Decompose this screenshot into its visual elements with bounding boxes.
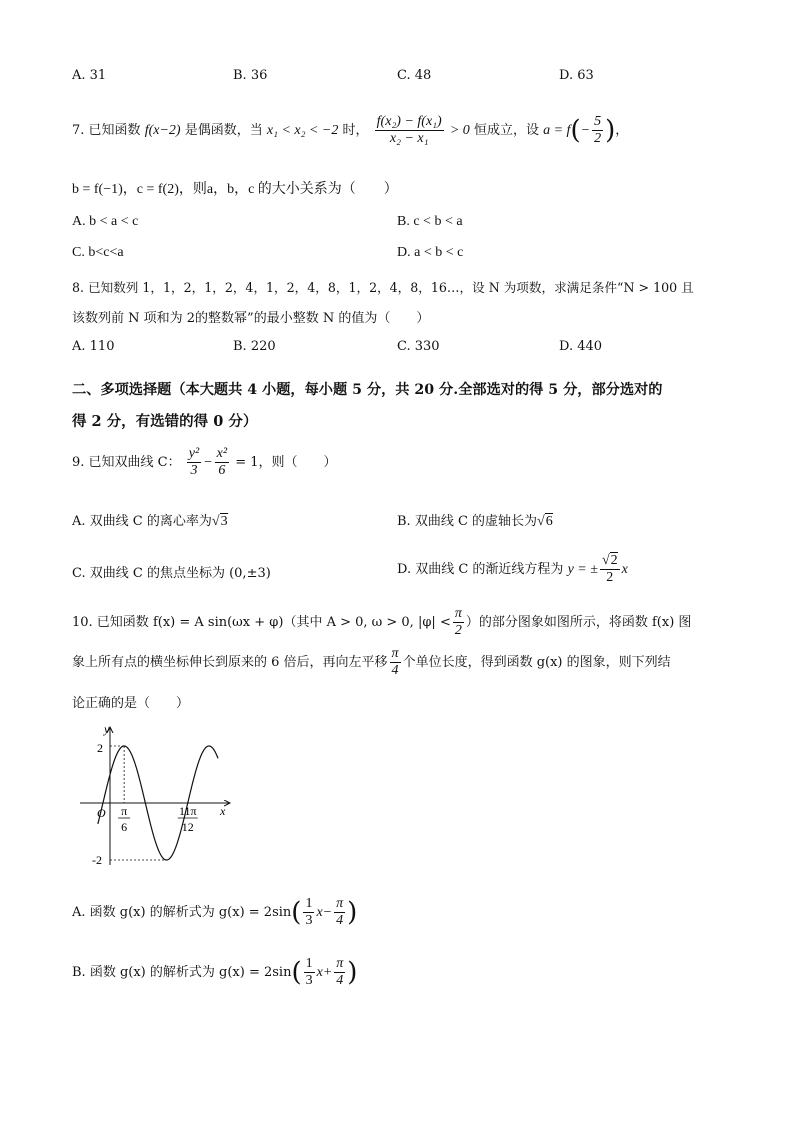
q10-l1b: ）的部分图象如图所示，将函数 f(x) 图 (465, 615, 692, 630)
q10-stem-line1 (72, 606, 691, 639)
q10-l2b: 个单位长度，得到函数 g(x) 的图象，则下列结 (402, 655, 671, 670)
tick-11pi12-num: 11π (178, 804, 197, 818)
q7-holds: 恒成立，设 (473, 123, 539, 138)
q10-l1-den: 2 (454, 623, 462, 638)
q9-t2-den: 6 (218, 463, 226, 478)
q7-option-c[interactable]: C. b<c<a (72, 245, 124, 260)
q10-option-a-text: A. 函数 g(x) 的解析式为 g(x) = 2sin (72, 905, 292, 920)
q10-a-den1: 3 (305, 913, 313, 928)
q7-a-fraction (592, 114, 603, 147)
q7-when: 时， (342, 123, 369, 138)
q9-option-b-value: 6 (545, 514, 553, 529)
q7-prefix: 7. 已知函数 (72, 123, 141, 138)
q8-option-a[interactable]: A. 110 (72, 339, 115, 354)
q9-t1-num: y² (188, 446, 200, 461)
q7-stem-line1: 7. 已知函数 f(x−2) 是偶函数，当 x₁ < x₂ < −2 时， $\frac{\text{f(x₂) − f(x₁)}}{\text{x₂ − x₁}}$ > 0 恒成立，设 a = f(− $\frac{5}{2}$ )， (72, 114, 629, 146)
q7-option-d[interactable]: D. a < b < c (397, 245, 464, 260)
q10-l1a: 10. 已知函数 f(x) = A sin(ωx + φ)（其中 A > 0, ω > 0, |φ| < (72, 615, 451, 630)
right-paren-icon: ) (605, 115, 616, 146)
q7-cond: x₁ < x₂ < −2 (266, 123, 339, 138)
q9-option-c[interactable]: C. 双曲线 C 的焦点坐标为 (0,±3) (72, 566, 271, 581)
origin-label: O (97, 806, 106, 820)
q9-option-a-text: A. 双曲线 C 的离心率为 (72, 514, 212, 529)
q10-stem-line3: 论正确的是（ ） (72, 696, 190, 711)
q7-f-shift: f(x−2) (144, 123, 181, 138)
q8-option-d[interactable]: D. 440 (559, 339, 603, 354)
q9-minus: − (203, 455, 213, 470)
q10-a-num1: 1 (305, 896, 313, 911)
q7-a-num: 5 (594, 114, 602, 129)
q6-option-a[interactable]: A. 31 (72, 68, 107, 83)
section2-heading-line1: 二、多项选择题（本大题共 4 小题，每小题 5 分，共 20 分.全部选对的得 5 分，部分选对的 (72, 382, 663, 398)
section2-heading-line2: 得 2 分，有选错的得 0 分） (72, 413, 258, 430)
q9-option-d-lhs: y = ± (567, 562, 598, 577)
q10-b-num2: π (336, 956, 344, 971)
q7-fraction (375, 114, 444, 147)
q10-l2-num: π (391, 646, 399, 661)
q10-stem-line2 (72, 646, 671, 679)
left-paren-icon: ( (291, 957, 302, 988)
q10-b-sign: + (322, 965, 333, 980)
q9-option-b[interactable]: B. 双曲线 C 的虚轴长为√6 (397, 514, 553, 529)
q10-option-b[interactable] (72, 956, 357, 989)
x-axis-label: x (220, 804, 226, 818)
q7-gt0: > 0 (449, 123, 470, 138)
q9-t1-den: 3 (190, 463, 198, 478)
q10-l2-den: 4 (391, 663, 399, 678)
q8-stem-line2: 该数列前 N 项和为 2的整数幂”的最小整数 N 的值为（ ） (72, 311, 430, 326)
tick-pi6-num: π (121, 804, 128, 818)
y-max-label: 2 (97, 741, 103, 755)
tick-pi6-den: 6 (121, 820, 128, 834)
left-paren-icon: ( (570, 115, 581, 146)
q10-b-frac2 (334, 956, 345, 989)
q10-b-den1: 3 (305, 973, 313, 988)
q10-a-frac1 (303, 896, 314, 929)
q8-option-c[interactable]: C. 330 (397, 339, 440, 354)
q9-term1 (187, 446, 201, 479)
q10-a-num2: π (336, 896, 344, 911)
q9-option-a-value: 3 (220, 514, 228, 529)
q9-prefix: 9. 已知双曲线 C： (72, 455, 181, 470)
q9-term2 (215, 446, 229, 479)
q7-frac-num: f(x₂) − f(x₁) (376, 114, 442, 129)
q10-b-x: x (316, 965, 323, 980)
q9-option-d-den: 2 (606, 570, 614, 585)
q10-a-den2: 4 (336, 913, 344, 928)
q10-a-frac2 (334, 896, 345, 929)
q10-a-x: x (316, 905, 323, 920)
y-axis-label: y (104, 722, 110, 736)
q9-stem (72, 446, 337, 479)
q9-t2-num: x² (216, 446, 228, 461)
q9-option-b-text: B. 双曲线 C 的虚轴长为 (397, 514, 538, 529)
q7-stem-line2: b = f(−1)，c = f(2)，则a，b，c 的大小关系为（ ） (72, 182, 398, 197)
q6-option-d[interactable]: D. 63 (559, 68, 594, 83)
q7-a-eq: a = f (543, 123, 571, 138)
q7-option-a[interactable]: A. b < a < c (72, 214, 139, 229)
right-paren-icon: ) (347, 957, 358, 988)
q7-frac-den: x₂ − x₁ (389, 131, 429, 146)
q9-option-d-x: x (621, 562, 628, 577)
q6-option-b[interactable]: B. 36 (233, 68, 268, 83)
q10-l1-fraction (453, 606, 464, 639)
q9-rhs: = 1，则（ ） (235, 455, 337, 470)
q9-option-d[interactable] (397, 553, 628, 586)
q10-option-a[interactable] (72, 896, 357, 929)
y-min-label: -2 (92, 853, 102, 867)
right-paren-icon: ) (347, 897, 358, 928)
q10-a-sign: − (322, 905, 333, 920)
q6-option-c[interactable]: C. 48 (397, 68, 432, 83)
q10-l2a: 象上所有点的横坐标伸长到原来的 6 倍后，再向左平移 (72, 655, 388, 670)
q10-b-num1: 1 (305, 956, 313, 971)
q10-b-frac1 (304, 956, 315, 989)
q8-stem-line1: 8. 已知数列 1，1，2，1，2，4，1，2，4，8，1，2，4，8，16…，设 N 为项数，求满足条件“N > 100 且 (72, 280, 694, 295)
q9-option-d-num: 2 (610, 553, 618, 568)
q9-option-d-text: D. 双曲线 C 的渐近线方程为 (397, 562, 564, 577)
q9-option-d-fraction: $\frac{√2}{2}$ (601, 553, 618, 585)
q7-a-minus: − (580, 123, 591, 138)
q8-option-b[interactable]: B. 220 (233, 339, 276, 354)
q10-b-den2: 4 (336, 973, 344, 988)
q10-l2-fraction (390, 646, 401, 679)
q7-even: 是偶函数，当 (184, 123, 263, 138)
sine-graph (60, 715, 240, 875)
q7-option-b[interactable]: B. c < b < a (397, 214, 463, 229)
q10-l1-num: π (454, 606, 462, 621)
q9-option-a[interactable]: A. 双曲线 C 的离心率为√3 (72, 514, 228, 529)
q7-a-den: 2 (594, 131, 602, 146)
left-paren-icon: ( (291, 897, 302, 928)
q10-option-b-text: B. 函数 g(x) 的解析式为 g(x) = 2sin (72, 965, 292, 980)
tick-11pi12-den: 12 (181, 820, 194, 834)
